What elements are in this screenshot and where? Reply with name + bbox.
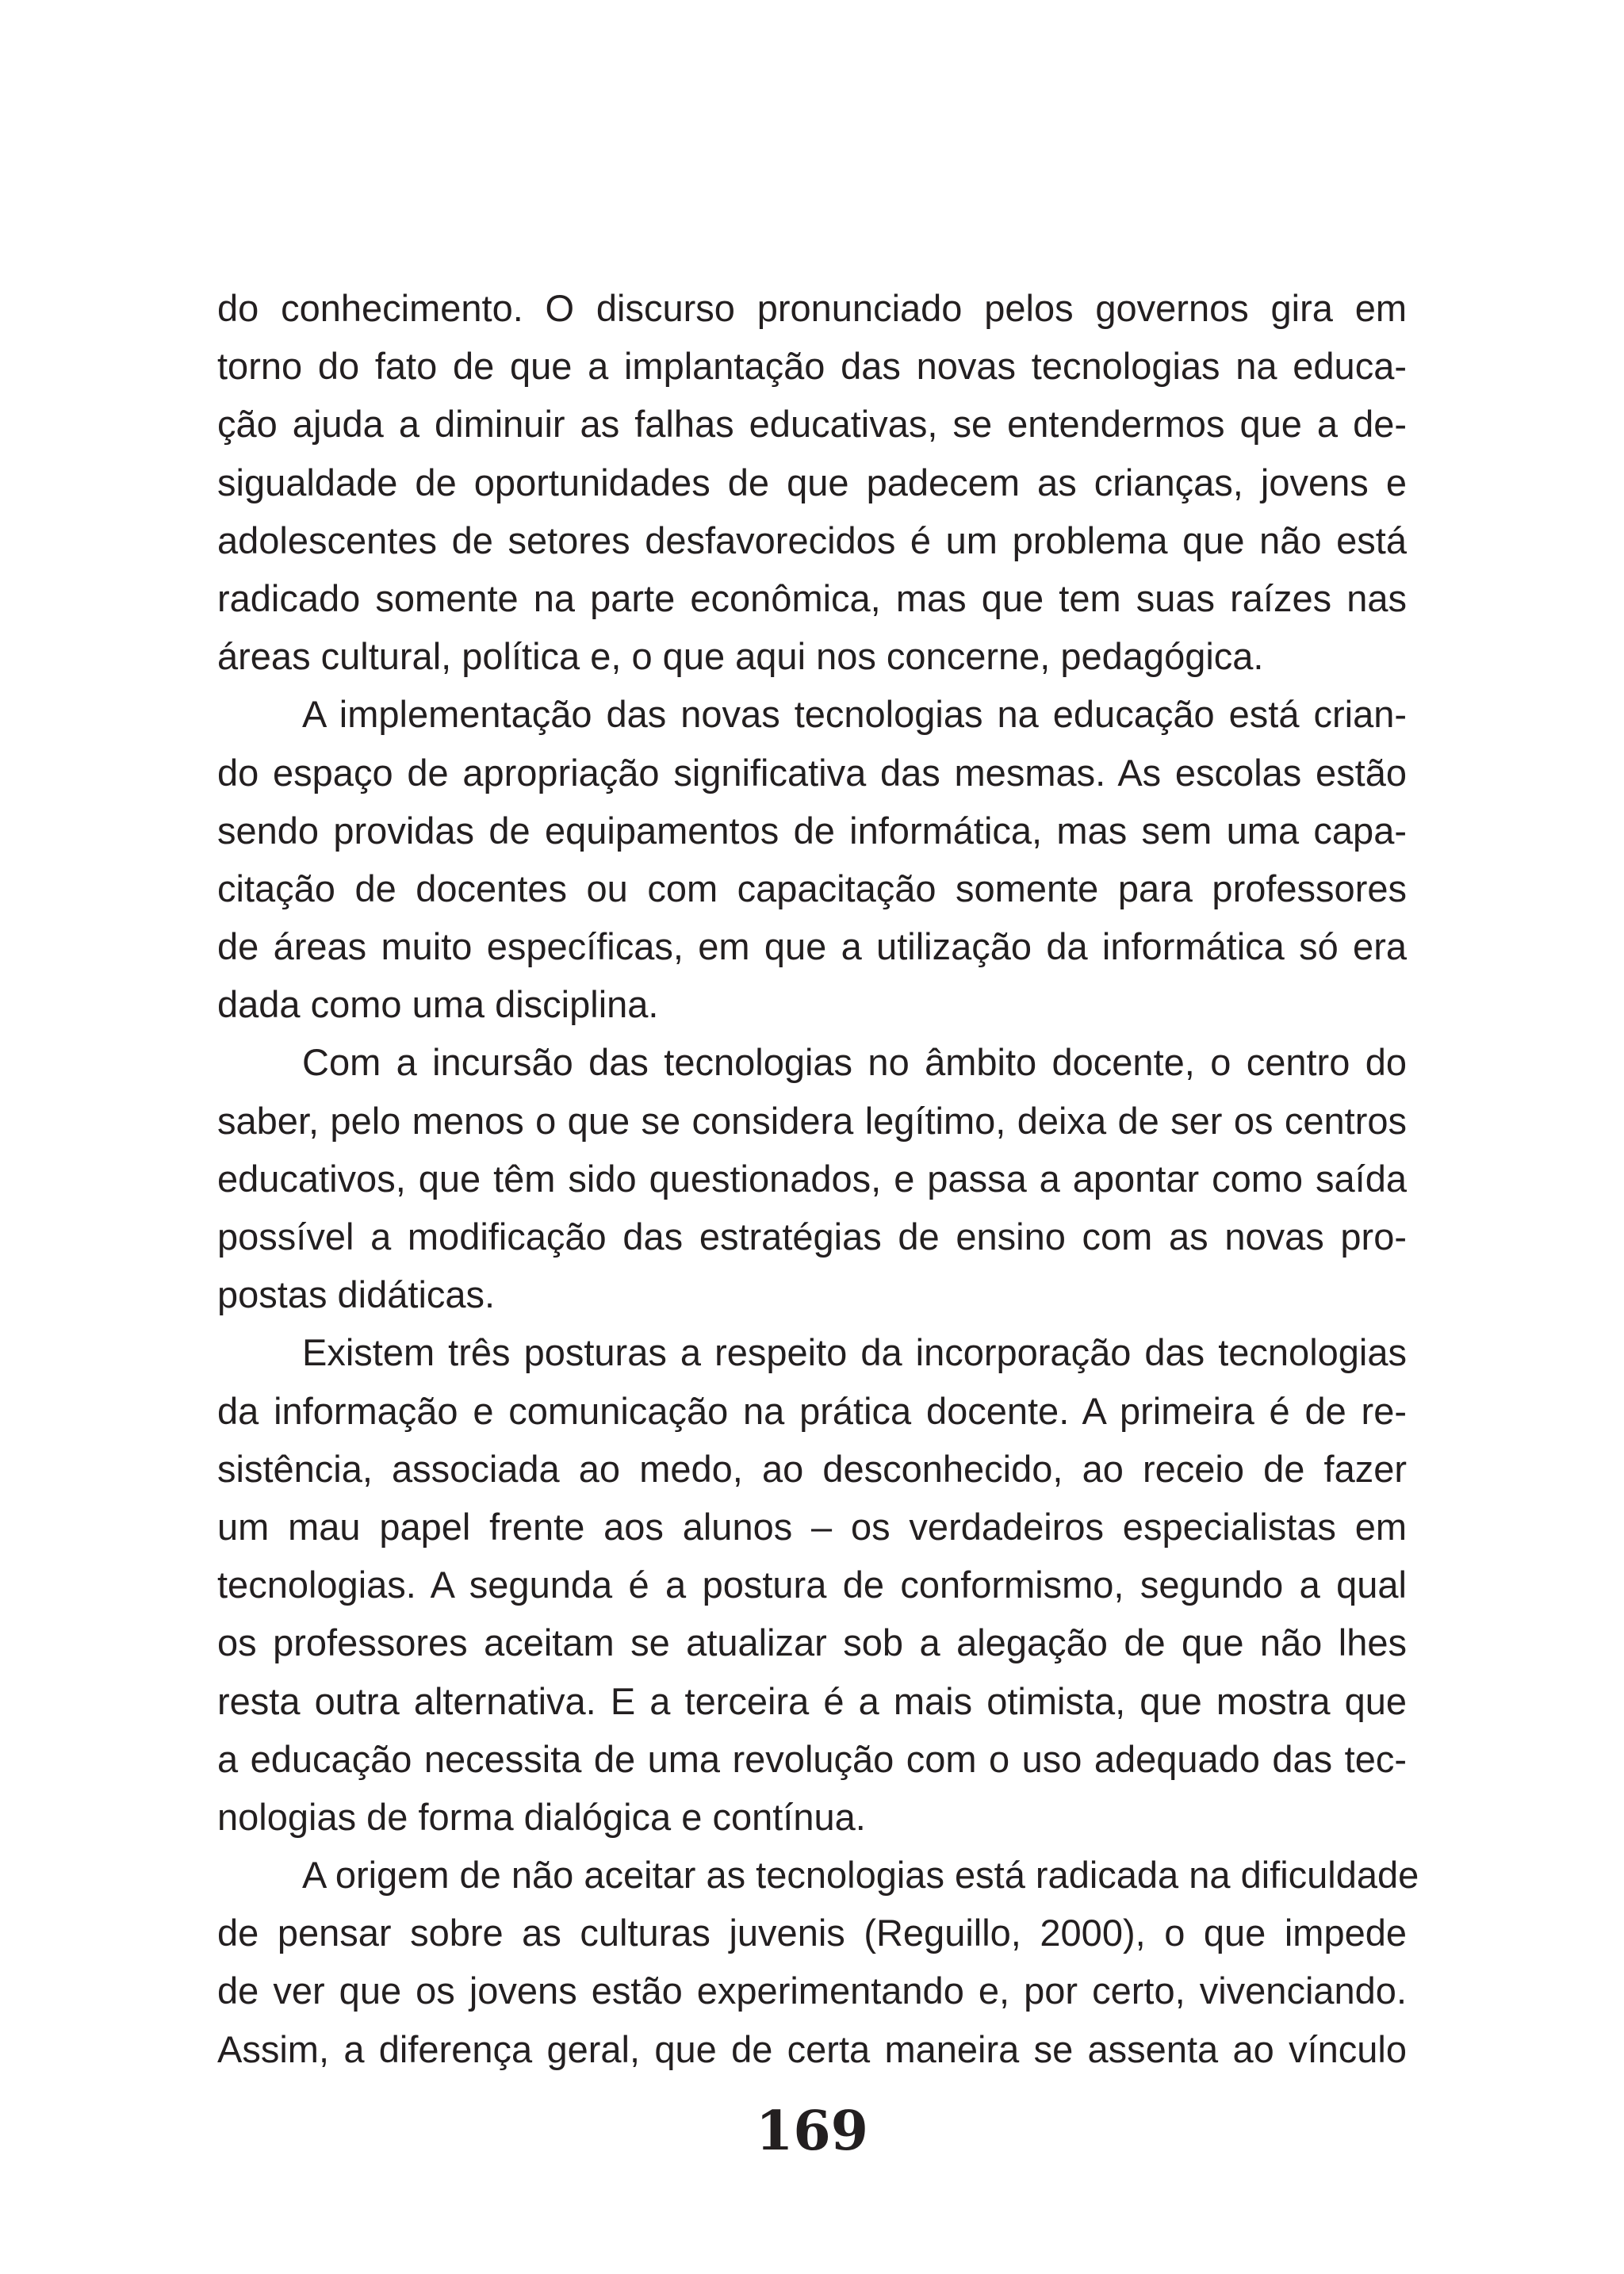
text-line: sendo providas de equipamentos de informática, mas sem uma capa-: [217, 809, 1407, 852]
text-line: do espaço de apropriação significativa das mesmas. As escolas estão: [217, 751, 1407, 794]
text-line: da informação e comunicação na prática docente. A primeira é de re-: [217, 1389, 1407, 1432]
text-line: a educação necessita de uma revolução com o uso adequado das tec-: [217, 1737, 1407, 1780]
text-line: citação de docentes ou com capacitação somente para professores: [217, 867, 1407, 909]
text-line: áreas cultural, política e, o que aqui nos concerne, pedagógica.: [217, 635, 1264, 678]
text-line: tecnologias. A segunda é a postura de conformismo, segundo a qual: [217, 1564, 1407, 1606]
text-line: Existem três posturas a respeito da incorporação das tecnologias: [302, 1331, 1407, 1374]
text-line: Com a incursão das tecnologias no âmbito docente, o centro do: [302, 1041, 1407, 1084]
text-line: nologias de forma dialógica e contínua.: [217, 1795, 866, 1838]
text-line: um mau papel frente aos alunos – os verdadeiros especialistas em: [217, 1505, 1407, 1548]
text-line: do conhecimento. O discurso pronunciado pelos governos gira em: [217, 287, 1407, 329]
text-line: dada como uma disciplina.: [217, 983, 659, 1026]
text-line: de ver que os jovens estão experimentando e, por certo, vivenciando.: [217, 1970, 1407, 2012]
text-line: sigualdade de oportunidades de que padecem as crianças, jovens e: [217, 461, 1407, 503]
paragraph: [217, 1323, 1407, 1846]
text-line: de pensar sobre as culturas juvenis (Reguillo, 2000), o que impede: [217, 1912, 1407, 1954]
text-line: resta outra alternativa. E a terceira é a mais otimista, que mostra que: [217, 1679, 1407, 1722]
text-line: A implementação das novas tecnologias na educação está crian-: [302, 693, 1407, 736]
text-line: educativos, que têm sido questionados, e passa a apontar como saída: [217, 1157, 1407, 1200]
text-line: postas didáticas.: [217, 1273, 496, 1316]
text-line: A origem de não aceitar as tecnologias está radicada na dificuldade: [302, 1854, 1419, 1897]
paragraph: [217, 1846, 1419, 2078]
paragraph: [217, 1033, 1407, 1323]
text-line: torno do fato de que a implantação das novas tecnologias na educa-: [217, 345, 1407, 388]
text-line: de áreas muito específicas, em que a utilização da informática só era: [217, 925, 1407, 968]
text-line: ção ajuda a diminuir as falhas educativas, se entendermos que a de-: [217, 403, 1407, 446]
text-line: possível a modificação das estratégias de ensino com as novas pro-: [217, 1215, 1407, 1258]
paragraph: [217, 685, 1407, 1033]
paragraph: [217, 279, 1407, 685]
text-line: adolescentes de setores desfavorecidos é um problema que não está: [217, 519, 1407, 561]
text-line: os professores aceitam se atualizar sob a alegação de que não lhes: [217, 1621, 1407, 1664]
text-line: saber, pelo menos o que se considera legítimo, deixa de ser os centros: [217, 1099, 1407, 1142]
text-line: sistência, associada ao medo, ao desconhecido, ao receio de fazer: [217, 1447, 1407, 1490]
body-text: [217, 279, 1419, 2078]
text-line: radicado somente na parte econômica, mas que tem suas raízes nas: [217, 576, 1407, 619]
text-line: Assim, a diferença geral, que de certa maneira se assenta ao vínculo: [217, 2027, 1407, 2070]
page-number: 169: [756, 2100, 868, 2163]
